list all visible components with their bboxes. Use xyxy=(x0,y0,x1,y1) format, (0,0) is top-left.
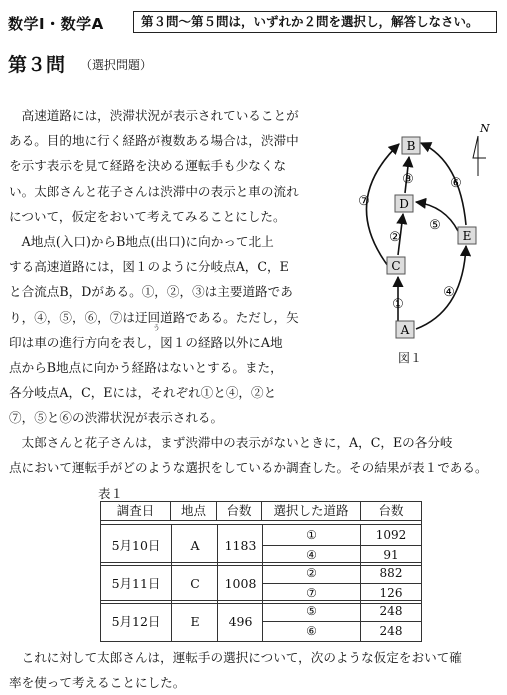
choice-count: 882 xyxy=(360,563,421,583)
survey-paragraph xyxy=(9,430,488,480)
text-line: 点において運転手がどのような選択をしているか調査した。その結果が表１である。 xyxy=(9,460,488,476)
text-line: 太郎さんと花子さんは，まず渋滞中の表示がないときに，A，C，Eの各分岐 xyxy=(9,435,453,450)
north-label: N xyxy=(480,122,490,135)
svg-text:B: B xyxy=(406,139,416,153)
row-date: 5月12日 xyxy=(111,614,161,629)
text-line: ⑦，⑤と⑥の渋滞状況が表示される。 xyxy=(9,410,224,426)
row-total: 1008 xyxy=(217,563,263,603)
svg-text:E: E xyxy=(462,229,472,243)
north-arrow-icon xyxy=(473,122,490,176)
text-line: 率を使って考えることにした。 xyxy=(9,675,186,691)
text-line: 印は車の進行方向を表し，図１の経路以外にA地 xyxy=(9,334,283,350)
node-e xyxy=(458,227,476,244)
text-line: 各分岐点A，C，Eには，それぞれ①と④，②と xyxy=(9,385,277,401)
node-a xyxy=(396,321,414,338)
table-label: 表１ xyxy=(98,486,124,501)
choice-road: ④ xyxy=(262,545,360,565)
road-4-label: ④ xyxy=(443,285,455,300)
choice-road: ① xyxy=(262,525,360,545)
choice-road: ⑥ xyxy=(262,621,360,641)
row-total: 496 xyxy=(217,601,263,641)
text-line: A地点(入口)からB地点(出口)に向かって北上 xyxy=(9,234,274,249)
text-line: を示す表示を見て経路を決める運転手も少なくな xyxy=(9,158,287,174)
row-total: 1183 xyxy=(217,525,263,565)
hypothesis-paragraph xyxy=(9,645,462,695)
instruction-box: 第３問～第５問は，いずれか２問を選択し，解答しなさい。 xyxy=(133,11,497,33)
text-line: これに対して太郎さんは，運転手の選択について，次のような仮定をおいて確 xyxy=(9,650,462,665)
road-7-label: ⑦ xyxy=(358,194,370,209)
table-header-date: 調査日 xyxy=(100,501,171,521)
choice-row xyxy=(262,525,421,546)
choice-count: 91 xyxy=(360,545,421,565)
road-2-label: ② xyxy=(389,230,401,245)
choice-row xyxy=(262,563,421,584)
text-line: り，④，⑤，⑥，⑦は迂回道路である。ただし，矢 xyxy=(9,309,299,325)
table-row xyxy=(100,562,422,604)
node-c xyxy=(387,257,405,274)
choice-count: 1092 xyxy=(360,525,421,545)
table-row xyxy=(100,524,422,566)
row-point: C xyxy=(171,563,218,603)
choice-road: ② xyxy=(262,563,360,583)
node-d xyxy=(395,195,413,212)
text-line: 高速道路には，渋滞状況が表示されていることが xyxy=(9,108,299,123)
svg-text:C: C xyxy=(391,259,401,273)
svg-text:A: A xyxy=(400,323,410,337)
question-title: 第３問 xyxy=(8,54,66,76)
road-network-figure xyxy=(345,116,503,348)
text-line: について，仮定をおいて考えてみることにした。 xyxy=(9,208,286,224)
row-date: 5月11日 xyxy=(111,576,161,591)
figure-caption: 図１ xyxy=(398,351,423,365)
row-date: 5月10日 xyxy=(111,538,161,553)
ruby-annotation: う xyxy=(153,324,160,332)
table-header-point: 地点 xyxy=(170,501,217,521)
row-point: E xyxy=(171,601,218,641)
choice-count: 248 xyxy=(360,621,421,641)
text-line: い。太郎さんと花子さんは渋滞中の表示と車の流れ xyxy=(9,183,299,199)
road-5-label: ⑤ xyxy=(429,218,441,233)
road-7-arrow xyxy=(366,144,399,266)
choice-road: ⑦ xyxy=(262,583,360,603)
table-header-road: 選択した道路 xyxy=(261,501,361,521)
intro-paragraph xyxy=(9,103,299,229)
choice-count: 126 xyxy=(360,583,421,603)
subject-title: 数学Ⅰ・数学A xyxy=(8,15,104,33)
svg-text:D: D xyxy=(399,197,409,211)
table-row xyxy=(100,600,422,642)
row-point: A xyxy=(171,525,218,565)
text-line: する高速道路には，図１のように分岐点A，C，E xyxy=(9,259,289,275)
choice-row xyxy=(262,621,421,641)
choice-road: ⑤ xyxy=(262,601,360,621)
table-header-total: 台数 xyxy=(216,501,262,521)
text-line: ある。目的地に行く経路が複数ある場合は，渋滞中 xyxy=(9,133,299,149)
node-b xyxy=(402,137,420,154)
table-header-count: 台数 xyxy=(360,501,422,521)
road-4-arrow xyxy=(416,246,466,329)
road-1-label: ① xyxy=(392,297,404,312)
choice-row xyxy=(262,601,421,622)
question-subtitle: （選択問題） xyxy=(80,58,153,72)
road-6-label: ⑥ xyxy=(450,176,462,191)
text-line: と合流点B，Dがある。①，②，③は主要道路であ xyxy=(9,284,293,300)
choice-count: 248 xyxy=(360,601,421,621)
text-line: 点からB地点に向かう経路はないとする。また， xyxy=(9,360,283,376)
road-3-label: ③ xyxy=(402,172,414,187)
